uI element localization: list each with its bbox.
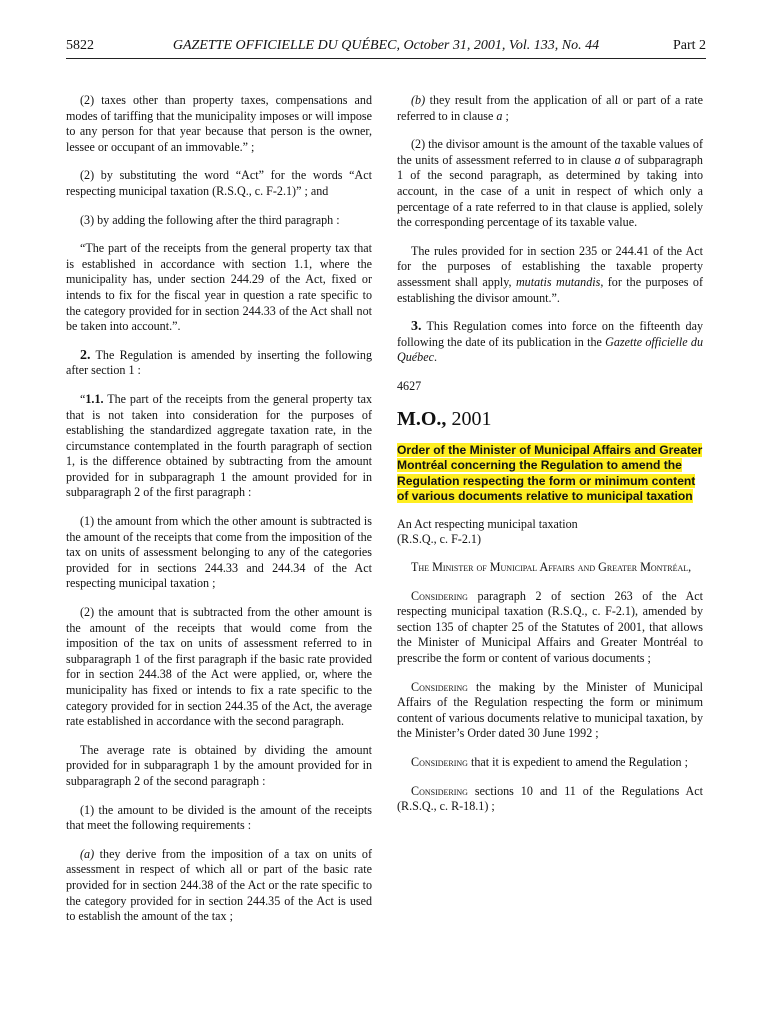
minister-line: The Minister of Municipal Affairs and Greater Montréal, [411,560,692,575]
text: This Regulation comes into force on the fifteenth day following the date of its publication in the [397,319,703,349]
page-header [66,38,706,59]
section-number: 2. [80,347,91,363]
clause-label: (b) [411,93,426,107]
section-number: 3. [411,319,422,335]
considering-word: Considering [411,679,468,694]
order-title-text: Order of the Minister of Municipal Affairs and Greater Montréal concerning the Regulation to amend the Regulation respecting the form or minimum content of various documents relative to municipal taxation [397,442,703,504]
clause-label: (a) [80,846,95,861]
text: , for the purposes of establishing the divisor amount.”. [397,274,703,305]
open-quote: “ [80,391,86,406]
paragraph: (3) by adding the following after the third paragraph : [80,212,340,227]
text: (2) the divisor amount is the amount of the taxable values of the units of assessment referred to in clause [397,137,703,167]
considering-paragraph [397,680,703,742]
considering-word: Considering [411,588,468,603]
paragraph [397,137,703,231]
text: of subparagraph 1 of the second paragraph, as determined by taking into account, in the case of a unit in respect of which only a percentage of a rate referred to in that clause is applied, solely the corresponding percentage of its taxable value. [397,152,703,230]
gazette-title: GAZETTE OFFICIELLE DU QUÉBEC, October 31, 2001, Vol. 133, No. 44 [172,38,600,53]
left-column [66,93,372,938]
considering-paragraph [397,784,703,815]
paragraph: (2) taxes other than property taxes, compensations and modes of tariffing that the municipality imposes or will impose to any person for that year because that person is the owner, lessee or occupant of an immovable.” ; [66,93,372,154]
paragraph: (2) the amount that is subtracted from the other amount is the amount of the receipts that would come from the imposition of the tax on units of assessment referred to in subparagraph 1 of the first paragraph if the basic rate provided for in section 244.38 of the Act were applied, or, where the municipality has fixed or intends to fix a rate specific to the category provided for in section 244.35 of the Act, the average rate established in accordance with the second paragraph. [66,605,372,729]
publication-name: Gazette officielle du Québec [397,334,703,365]
right-column [397,93,703,828]
subsection-number: 1.1. [85,391,104,406]
act-citation: (R.S.Q., c. F-2.1) [397,532,481,547]
paragraph: (1) the amount from which the other amount is subtracted is the amount of the receipts that come from the imposition of the tax on units of assessment belonging to any of the categories provided for in sections 244.33 and 244.34 of the Act respecting municipal taxation ; [66,514,372,591]
considering-word: Considering [411,783,468,798]
act-reference [397,517,703,548]
quoted-paragraph: “The part of the receipts from the general property tax that is established in accordance with section 1.1, where the municipality has, under section 244.29 of the Act, fixed or intends to fix for the fiscal year in question a rate specific to the category provided for in section 244.33 of the Act shall not be taken into account.”. [66,241,372,334]
paragraph [397,93,703,124]
subsection-text: The part of the receipts from the general property tax that is not taken into consideration for the purposes of establishing the standardized aggregate taxation rate, in the circumstance contemplated in the fourth paragraph of section 1, is the difference obtained by subtracting from the amount provided for in subparagraph 1 the amount provided for in subparagraph 2 of the first paragraph : [66,391,372,500]
paragraph [397,244,703,306]
reference-number: 4627 [397,378,422,393]
section-2 [66,348,372,379]
paragraph [66,847,372,925]
section-3 [397,319,703,366]
punct: ; [505,108,509,123]
considering-paragraph [397,589,703,667]
punct: . [433,350,437,365]
act-name: An Act respecting municipal taxation [397,516,578,531]
mo-label: M.O., [397,407,447,430]
mo-year: 2001 [451,407,492,430]
section-1-1 [66,392,372,501]
paragraph: (2) by substituting the word “Act” for the words “Act respecting municipal taxation (R.S.Q., c. F-2.1)” ; and [66,168,372,198]
text: paragraph 2 of section 263 of the Act respecting municipal taxation (R.S.Q., c. F-2.1), amended by section 135 of chapter 25 of the Statutes of 2001, that allows the Minister of Municipal Affairs and Greater Montréal to prescribe the form or content of various documents ; [397,588,704,666]
clause-ref: a [496,108,503,123]
paragraph: The average rate is obtained by dividing the amount provided for in subparagraph 1 by the amount provided for in subparagraph 2 of the second paragraph : [66,742,372,788]
considering-paragraph [397,755,703,771]
page-number: 5822 [66,38,94,53]
clause-text: they derive from the imposition of a tax on units of assessment in respect of which all or part of the basic rate provided for in section 244.38 of the Act or the rate specific to the category provided for in section 244.35 of the Act is used to establish the amount of the tax ; [66,846,372,924]
mo-heading [397,408,703,430]
clause-text: they result from the application of all or part of a rate referred to in clause [397,93,703,123]
clause-ref: a [614,152,621,167]
section-text: The Regulation is amended by inserting the following after section 1 : [66,347,372,378]
text: that it is expedient to amend the Regulation ; [471,755,688,769]
latin-phrase: mutatis mutandis [515,274,601,289]
order-title [397,443,703,505]
text: sections 10 and 11 of the Regulations Act (R.S.Q., c. R-18.1) ; [397,783,703,814]
paragraph: (1) the amount to be divided is the amount of the receipts that meet the following requirements : [66,802,372,833]
text: The rules provided for in section 235 or 244.41 of the Act for the purposes of establishing the taxable property assessment shall apply, [397,243,703,289]
considering-word: Considering [411,755,468,769]
text: the making by the Minister of Municipal Affairs of the Regulation respecting the form or minimum content of various documents relative to municipal taxation, by the Minister’s Order dated 30 June 1992 ; [397,679,704,741]
part-label: Part 2 [672,38,706,53]
